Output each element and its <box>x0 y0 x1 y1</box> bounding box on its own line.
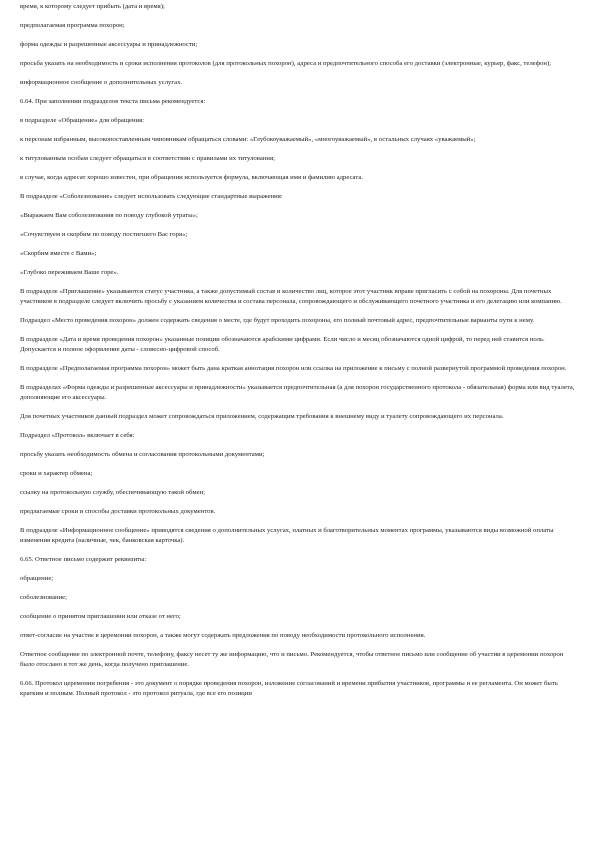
paragraph-high-officials: к персонам избранным, высокопоставленным чиновникам обращаться словами: «Глубокоуважаемый», «многоуважаемый», в остальных случаях «уважаемый»; <box>20 136 476 143</box>
paragraph-place-subsection: Подраздел «Место проведения похорон» должен содержать сведения о месте, где будут проходить похороны, его полный почтовый адрес, предпочтительные варианты пути к нему. <box>20 317 535 324</box>
paragraph-phrase-3: «Скорбим вместе с Вами»; <box>20 250 97 257</box>
paragraph-protocol-item-1: просьбу указать необходимость обмена и согласования протокольными документами; <box>20 451 265 458</box>
paragraph-protocol-item-4: предлагаемые сроки и способы доставки протокольных документов. <box>20 508 216 515</box>
paragraph-titled-persons: к титулованным особам следует обращаться в соответствии с правилами их титулования; <box>20 155 275 162</box>
paragraph-dress-code: форма одежды и разрешенные аксессуары и принадлежности; <box>20 41 198 48</box>
paragraph-address-subsection: в подразделе «Обращение» для обращения: <box>20 117 145 124</box>
paragraph-reply-item-2: соболезнование; <box>20 594 67 601</box>
paragraph-protocol-item-2: сроки и характер обмена; <box>20 470 93 477</box>
paragraph-reply-item-1: обращение; <box>20 575 54 582</box>
paragraph-program: предполагаемая программа похорон; <box>20 22 125 29</box>
paragraph-info-subsection: В подразделе «Информационное сообщение» приводятся сведения о дополнительных услугах, платных и благотворительных моментах программы, указываются виды возможной оплаты изменения кредита (наличные, чек, банковская карточка). <box>20 527 554 544</box>
paragraph-info-message: информационное сообщение о дополнительных услугах. <box>20 79 183 86</box>
paragraph-program-subsection: В подразделе «Предполагаемая программа похорон» может быть дана краткая аннотация похорон или ссылка на приложение к письму с полной развернутой программой проведения похорон. <box>20 365 567 372</box>
paragraph-known-addressee: в случае, когда адресат хорошо известен, при обращении используется формула, включающая имя и фамилию адресата. <box>20 174 363 181</box>
paragraph-arrival-time: время, к которому следует прибыть (дата и время); <box>20 3 165 10</box>
paragraph-protocol-request: просьба указать на необходимость и сроки исполнения протоколов (для протокольных похорон), адреса и предпочтительного способа его доставки (электронные, курьер, факс, телефон); <box>20 60 552 67</box>
paragraph-electronic-reply: Ответное сообщение по электронной почте, телефону, факсу несет ту же информацию, что и письмо. Рекомендуется, чтобы ответное письмо или сообщение об участии в церемонии похорон было отослано в тот же день, когда получено приглашение. <box>20 651 564 668</box>
paragraph-section-6-64: 6.64. При заполнении подразделов текста письма рекомендуется: <box>20 98 206 105</box>
paragraph-reply-item-4: ответ-согласие на участие в церемонии похорон, а также могут содержать предложения по поводу необходимости протокольного исполнения. <box>20 632 426 639</box>
paragraph-protocol-subsection: Подраздел «Протокол» включает в себя: <box>20 432 135 439</box>
paragraph-protocol-item-3: ссылку на протокольную службу, обеспечивающую такой обмен; <box>20 489 205 496</box>
paragraph-phrase-4: «Глубоко переживаем Ваше горе». <box>20 269 119 276</box>
paragraph-phrase-1: «Выражаем Вам соболезнования по поводу глубокой утраты»; <box>20 212 198 219</box>
paragraph-condolence-subsection: В подразделе «Соболезнование» следует использовать следующие стандартные выражения: <box>20 193 283 200</box>
paragraph-section-6-66: 6.66. Протокол церемонии погребения - это документ о порядке проведения похорон, изложение согласований и времени прибытия участников, программы и ее регламента. Он может быть кратким и полным. Полный протокол - это протокол ритуала, где все его позиции <box>20 680 558 697</box>
paragraph-dress-subsection: В подразделах «Форма одежды и разрешенные аксессуары и принадлежности» указывается предпочтительная (а для похорон государственного протокола - обязательная) форма или вид туалета, дополняющие его аксессуары. <box>20 384 575 401</box>
paragraph-section-6-65: 6.65. Ответное письмо содержит реквизиты: <box>20 556 147 563</box>
paragraph-date-subsection: В подразделе «Дата и время проведения похорон» указанные позиции обозначаются арабскими цифрами. Если число и месяц обозначаются одной цифрой, то перед ней ставится ноль. Допускается и полное оформление даты - словесно-цифровой способ. <box>20 336 545 353</box>
paragraph-phrase-2: «Сочувствуем и скорбим по поводу постигшего Вас горя»; <box>20 231 188 238</box>
paragraph-invitation-subsection: В подразделе «Приглашение» указываются статус участника, а также допустимый состав и количество лиц, которое этот участник вправе пригласить с собой на похороны. Для почетных участников в подразделе следует включить просьбу с указанием количества и состава персонала, сопровождающего и обслуживающего почетного участника и его делегацию или компанию. <box>20 288 562 305</box>
paragraph-honored-participants: Для почетных участников данный подраздел может сопровождаться приложением, содержащим требования к внешнему виду и туалету сопровождающего их персонала. <box>20 413 504 420</box>
paragraph-reply-item-3: сообщение о принятом приглашении или отказе от него; <box>20 613 181 620</box>
